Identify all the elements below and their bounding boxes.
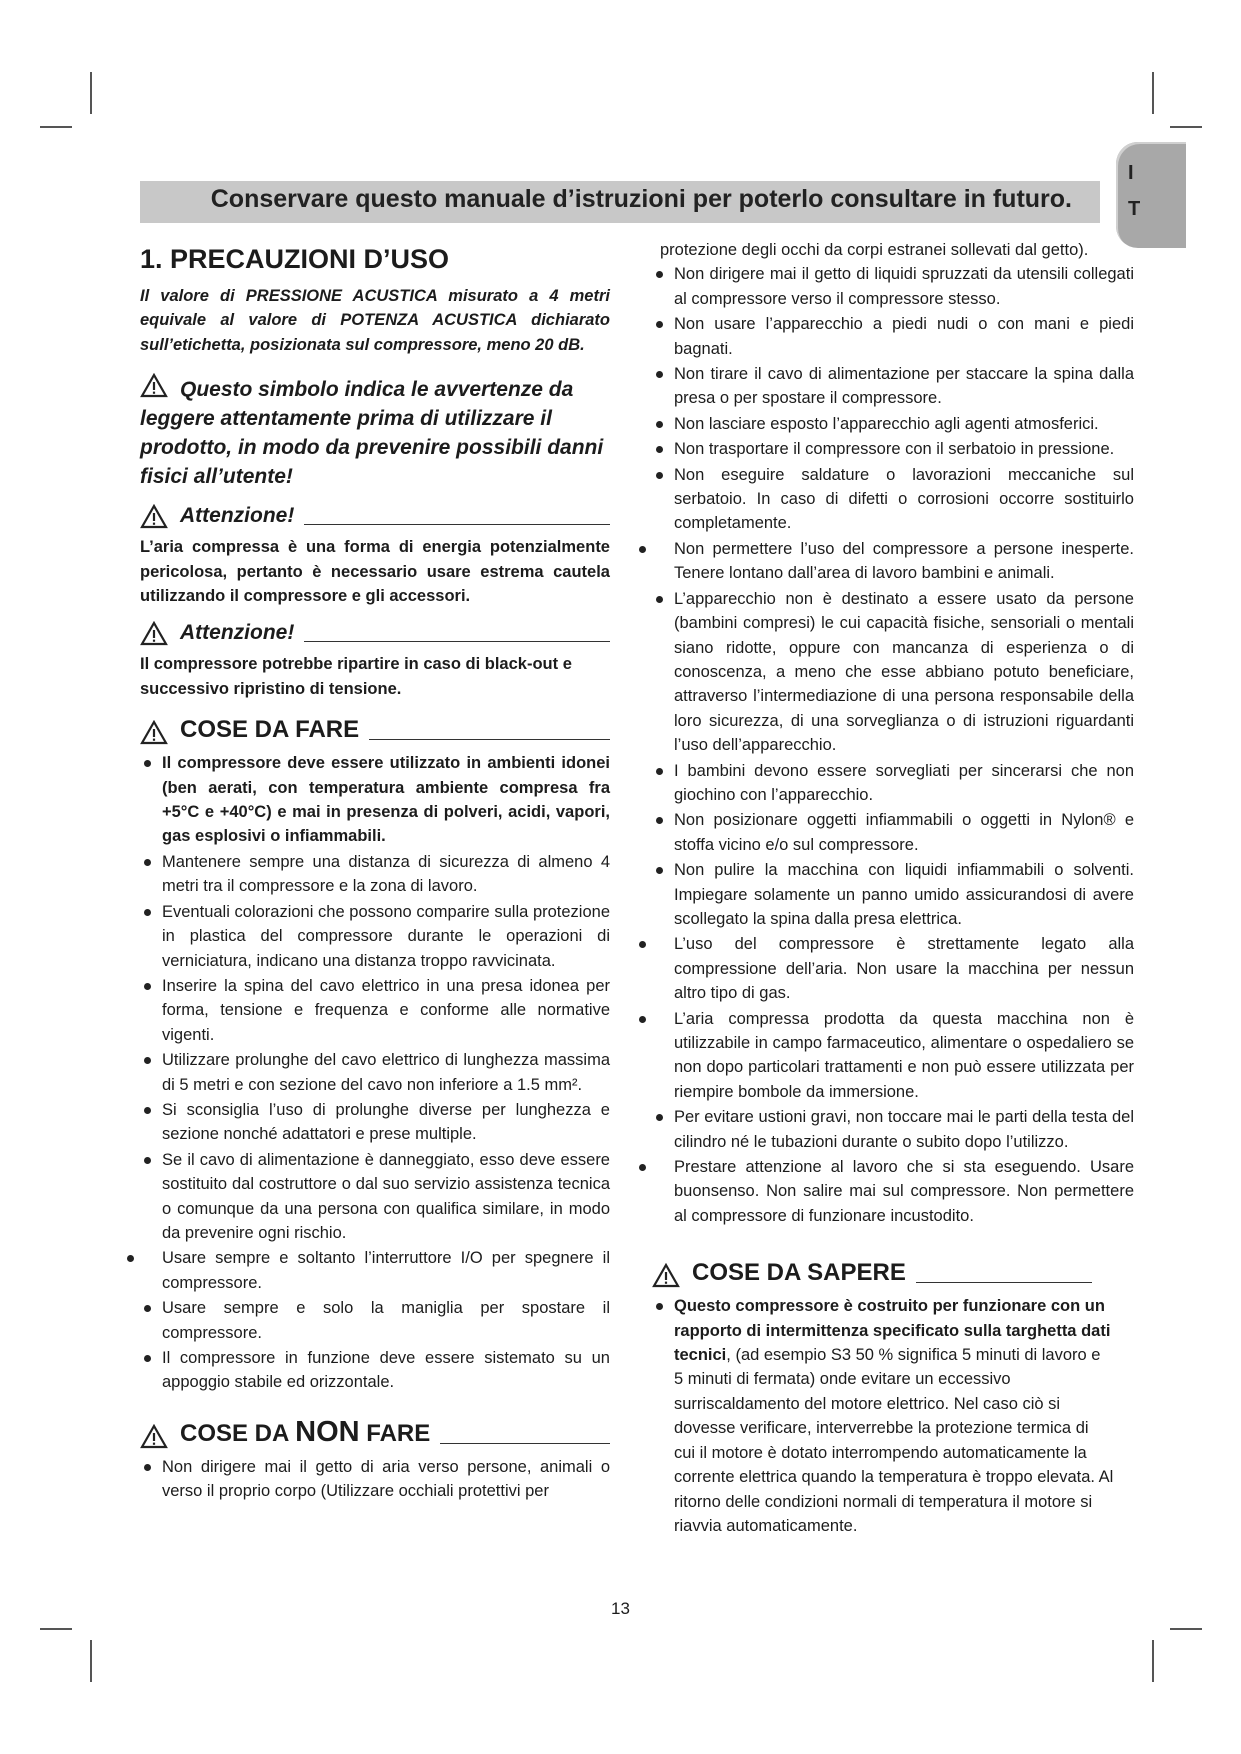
- attention-heading: [140, 503, 610, 529]
- list-item: Eventuali colorazioni che possono comparire sulla protezione in plastica del compressore durante le operazioni di verniciatura, indicano una distanza troppo ravvicinata.: [140, 900, 610, 973]
- know-text: , (ad esempio S3 50 % significa 5 minuti di lavoro e 5 minuti di fermata) onde evitare un eccessivo surriscaldamento del motore elettrico. Nel caso ciò si dovesse verificare, interverrebbe la protezione termica di cui il motore è dotato interrompendo automaticamente la corrente elettrica quando la temperatura è troppo elevata. Al ritorno delle condizioni normali di temperatura il motore si riavvia automaticamente.: [674, 1346, 1114, 1535]
- language-tab-letter: T: [1128, 198, 1141, 220]
- list-item: Non lasciare esposto l’apparecchio agli agenti atmosferici.: [652, 412, 1134, 436]
- list-item: Non trasportare il compressore con il serbatoio in pressione.: [652, 437, 1134, 461]
- crop-mark: [1170, 126, 1202, 128]
- crop-mark: [1152, 72, 1154, 114]
- continuation-text: protezione degli occhi da corpi estranei sollevati dal getto).: [660, 241, 1089, 259]
- list-item: Non pulire la macchina con liquidi infiammabili o solventi. Impiegare solamente un panno umido assicurandosi di avere scollegato la spina dalla presa elettrica.: [652, 858, 1134, 931]
- warning-symbol-note: [140, 373, 610, 491]
- list-item: Non usare l’apparecchio a piedi nudi o con mani e piedi bagnati.: [652, 312, 1134, 361]
- crop-mark: [1170, 1628, 1202, 1630]
- crop-mark: [90, 1640, 92, 1682]
- dont-title: COSE DA NON FARE: [180, 1415, 431, 1448]
- left-column: [140, 238, 610, 1505]
- attention-text: Il compressore potrebbe ripartire in caso di black-out e successivo ripristino di tensione.: [140, 655, 572, 698]
- warning-triangle-icon: [140, 504, 168, 529]
- list-item: Non dirigere mai il getto di liquidi spruzzati da utensili collegati al compressore verso il compressore stesso.: [652, 262, 1134, 311]
- list-item: L’apparecchio non è destinato a essere usato da persone (bambini compresi) le cui capacità fisiche, sensoriali o mentali siano ridotte, oppure con mancanza di esperienza o di conoscenza, a meno che esse abbiano potuto beneficiare, attraverso l’intermediazione di una persona responsabile della loro sicurezza, di una sorveglianza o di istruzioni riguardanti l’uso dell’apparecchio.: [652, 587, 1134, 758]
- list-item: [652, 1294, 1114, 1538]
- list-item: Si sconsiglia l’uso di prolunghe diverse per lunghezza e sezione nonché adattatori e prese multiple.: [140, 1098, 610, 1147]
- know-heading: [652, 1258, 1092, 1288]
- header-banner: [140, 181, 1100, 223]
- intro-text: Il valore di PRESSIONE ACUSTICA misurato a 4 metri equivale al valore di POTENZA ACUSTICA dichiarato sull’etichetta, posizionata sul compressore, meno 20 dB.: [140, 287, 610, 354]
- list-item: Non tirare il cavo di alimentazione per staccare la spina dalla presa o per spostare il compressore.: [652, 362, 1134, 411]
- attention-text: L’aria compressa è una forma di energia potenzialmente pericolosa, pertanto è necessario usare estrema cautela utilizzando il compressore e gli accessori.: [140, 538, 610, 606]
- crop-mark: [90, 72, 92, 114]
- list-item: Il compressore in funzione deve essere sistemato su un appoggio stabile ed orizzontale.: [140, 1346, 610, 1395]
- do-title: COSE DA FARE: [180, 716, 360, 744]
- crop-mark: [40, 126, 72, 128]
- list-item: L’aria compressa prodotta da questa macchina non è utilizzabile in campo farmaceutico, alimentare o ospedaliero se non dopo particolari trattamenti e non può essere utilizzata per riempire bombole da immersione.: [652, 1007, 1134, 1105]
- list-item: Non eseguire saldature o lavorazioni meccaniche sul serbatoio. In caso di difetti o corrosioni occorre sostituirlo completamente.: [652, 463, 1134, 536]
- banner-text: Conservare questo manuale d’istruzioni per poterlo consultare in futuro.: [210, 185, 1072, 213]
- list-item: Utilizzare prolunghe del cavo elettrico di lunghezza massima di 5 metri e con sezione del cavo non inferiore a 1.5 mm².: [140, 1048, 610, 1097]
- list-item: Mantenere sempre una distanza di sicurezza di almeno 4 metri tra il compressore e la zona di lavoro.: [140, 850, 610, 899]
- page-number: 13: [611, 1599, 630, 1618]
- attention-label: Attenzione!: [180, 504, 295, 528]
- know-bold-text: Questo compressore è costruito per funzionare con un rapporto di intermittenza specificato sulla targhetta dati tecnici: [674, 1297, 1111, 1365]
- dont-heading: [140, 1417, 610, 1449]
- list-item: Il compressore deve essere utilizzato in ambienti idonei (ben aerati, con temperatura ambiente compresa fra +5°C e +40°C) e mai in presenza di polveri, acidi, vapori, gas esplosivi o infiammabili.: [140, 751, 610, 849]
- list-item: L’uso del compressore è strettamente legato alla compressione dell’aria. Non usare la macchina per nessun altro tipo di gas.: [652, 932, 1134, 1005]
- section-title: 1. PRECAUZIONI D’USO: [140, 244, 450, 274]
- warning-triangle-icon: [140, 373, 168, 398]
- warning-triangle-icon: [140, 621, 168, 646]
- list-item: Per evitare ustioni gravi, non toccare mai le parti della testa del cilindro né le tubazioni durante o subito dopo l’utilizzo.: [652, 1105, 1134, 1154]
- right-column: [652, 238, 1134, 1539]
- list-item: Usare sempre e soltanto l’interruttore I/O per spegnere il compressore.: [140, 1246, 610, 1295]
- language-tab-letter: I: [1128, 162, 1134, 184]
- list-item: Non permettere l’uso del compressore a persone inesperte. Tenere lontano dall’area di lavoro bambini e animali.: [652, 537, 1134, 586]
- warning-symbol-text: Questo simbolo indica le avvertenze da leggere attentamente prima di utilizzare il prodotto, in modo da prevenire possibili danni fisici all’utente!: [140, 378, 604, 489]
- list-item: Inserire la spina del cavo elettrico in una presa idonea per forma, tensione e frequenza e conforme alle normative vigenti.: [140, 974, 610, 1047]
- language-tab: [1116, 142, 1186, 248]
- list-item: Se il cavo di alimentazione è danneggiato, esso deve essere sostituito dal costruttore o dal suo servizio assistenza tecnica o comunque da una persona con qualifica similare, in modo da prevenire ogni rischio.: [140, 1148, 610, 1246]
- warning-triangle-icon: [140, 1424, 168, 1449]
- list-item: I bambini devono essere sorvegliati per sincerarsi che non giochino con l’apparecchio.: [652, 759, 1134, 808]
- warning-triangle-icon: [652, 1263, 680, 1288]
- list-item: Prestare attenzione al lavoro che si sta eseguendo. Usare buonsenso. Non salire mai sul compressore. Non permettere al compressore di funzionare incustodito.: [652, 1155, 1134, 1228]
- do-heading: [140, 715, 610, 745]
- know-title: COSE DA SAPERE: [692, 1259, 906, 1287]
- attention-heading: [140, 620, 610, 646]
- crop-mark: [1152, 1640, 1154, 1682]
- attention-label: Attenzione!: [180, 621, 295, 645]
- list-item: Usare sempre e solo la maniglia per spostare il compressore.: [140, 1296, 610, 1345]
- list-item: Non dirigere mai il getto di aria verso persone, animali o verso il proprio corpo (Utilizzare occhiali protettivi per: [140, 1455, 610, 1504]
- list-item: Non posizionare oggetti infiammabili o oggetti in Nylon® e stoffa vicino e/o sul compressore.: [652, 808, 1134, 857]
- warning-triangle-icon: [140, 720, 168, 745]
- crop-mark: [40, 1628, 72, 1630]
